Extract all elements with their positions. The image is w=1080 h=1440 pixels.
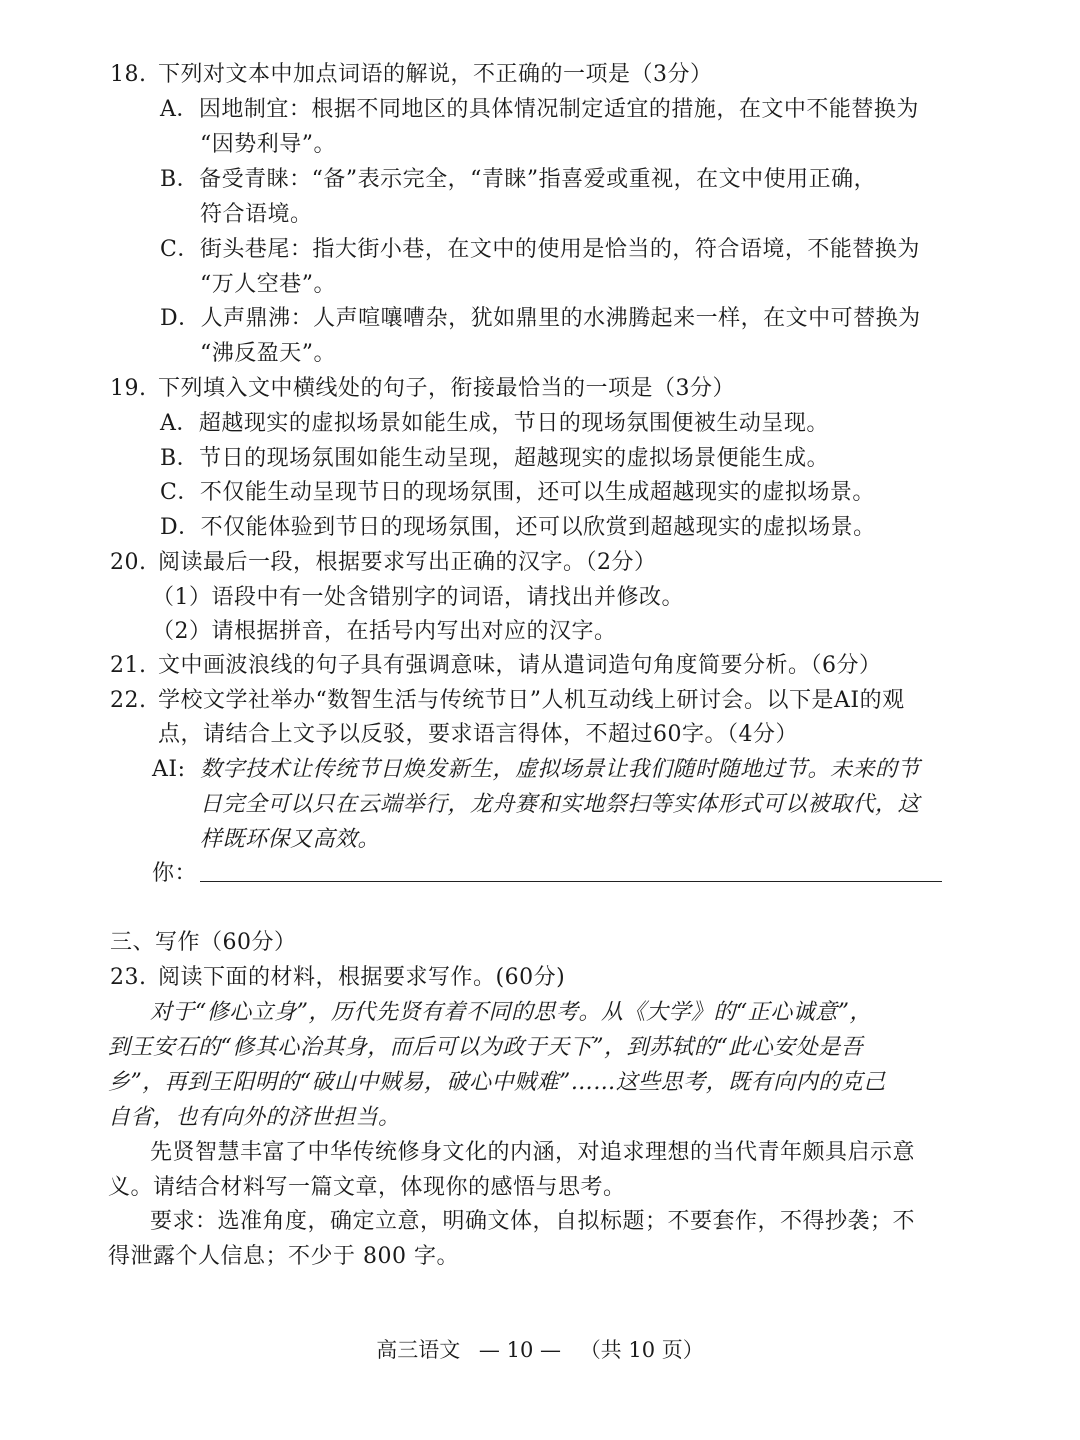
question-19-number: 19. <box>110 376 147 401</box>
ai-statement-line-3: 样既环保又高效。 <box>200 827 381 852</box>
question-20-sub-2: （2）请根据拼音，在括号内写出对应的汉字。 <box>152 619 617 644</box>
question-22-stem-cont: 点，请结合上文予以反驳，要求语言得体，不超过60字。（4分） <box>158 722 798 747</box>
footer-total-pages: （共 10 页） <box>579 1338 704 1362</box>
question-18-option-c-cont: “万人空巷”。 <box>200 272 336 297</box>
question-22-stem: 学校文学社举办“数智生活与传统节日”人机互动线上研讨会。以下是AI的观 <box>158 688 905 713</box>
question-19-option-a: A．超越现实的虚拟场景如能生成，节日的现场氛围便被生动呈现。 <box>160 411 829 436</box>
ai-statement-line-2: 日完全可以只在云端举行，龙舟赛和实地祭扫等实体形式可以被取代，这 <box>200 792 921 817</box>
question-20-sub-1: （1）语段中有一处含错别字的词语，请找出并修改。 <box>152 585 684 610</box>
material-p2-line-1: 先贤智慧丰富了中华传统修身文化的内涵，对追求理想的当代青年颇具启示意 <box>150 1140 916 1165</box>
material-p2-line-2: 义。请结合材料写一篇文章，体现你的感悟与思考。 <box>108 1175 626 1200</box>
question-18-option-d-cont: “沸反盈天”。 <box>200 341 336 366</box>
question-21-number: 21. <box>110 653 147 678</box>
question-23-number: 23. <box>110 965 147 990</box>
question-20-stem: 阅读最后一段，根据要求写出正确的汉字。（2分） <box>158 550 657 575</box>
question-20-number: 20. <box>110 550 147 575</box>
requirements-line-1: 要求：选准角度，确定立意，明确文体，自拟标题；不要套作，不得抄袭；不 <box>150 1209 916 1234</box>
question-23-stem: 阅读下面的材料，根据要求写作。(60分) <box>158 965 566 990</box>
footer-page-number: — 10 — <box>478 1338 561 1362</box>
question-22-number: 22. <box>110 688 147 713</box>
material-p1-line-2: 到王安石的“修其心治其身，而后可以为政于天下”，到苏轼的“此心安处是吾 <box>108 1035 864 1060</box>
question-18-option-a-cont: “因势利导”。 <box>200 132 336 157</box>
ai-statement-line-1: 数字技术让传统节日焕发新生，虚拟场景让我们随时随地过节。未来的节 <box>200 757 921 782</box>
your-answer-label: 你： <box>152 861 198 886</box>
ai-label: AI: <box>152 757 186 782</box>
question-18-option-d: D．人声鼎沸：人声喧嚷嘈杂，犹如鼎里的水沸腾起来一样，在文中可替换为 <box>160 306 921 331</box>
requirements-line-2: 得泄露个人信息；不少于 800 字。 <box>108 1244 459 1269</box>
question-18-option-c: C．街头巷尾：指大街小巷，在文中的使用是恰当的，符合语境，不能替换为 <box>160 237 920 262</box>
question-18-option-b: B．备受青睐：“备”表示完全，“青睐”指喜爱或重视，在文中使用正确， <box>160 167 877 192</box>
question-18-number: 18. <box>110 62 147 87</box>
material-p1-line-1: 对于“修心立身”，历代先贤有着不同的思考。从《大学》的“正心诚意”， <box>150 1000 872 1025</box>
footer-subject: 高三语文 <box>376 1338 461 1362</box>
question-21-stem: 文中画波浪线的句子具有强调意味，请从遣词造句角度简要分析。（6分） <box>158 653 882 678</box>
answer-blank-line[interactable] <box>200 881 942 882</box>
question-18-stem: 下列对文本中加点词语的解说，不正确的一项是（3分） <box>158 62 713 87</box>
question-19-option-b: B．节日的现场氛围如能生动呈现，超越现实的虚拟场景便能生成。 <box>160 446 830 471</box>
question-19-stem: 下列填入文中横线处的句子，衔接最恰当的一项是（3分） <box>158 376 735 401</box>
question-18-option-b-cont: 符合语境。 <box>200 202 313 227</box>
question-19-option-c: C．不仅能生动呈现节日的现场氛围，还可以生成超越现实的虚拟场景。 <box>160 480 875 505</box>
material-p1-line-4: 自省，也有向外的济世担当。 <box>108 1105 401 1130</box>
material-p1-line-3: 乡”，再到王阳明的“破山中贼易，破心中贼难”……这些思考，既有向内的克己 <box>108 1070 886 1095</box>
section-3-title: 三、写作（60分） <box>110 930 297 955</box>
question-19-option-d: D．不仅能体验到节日的现场氛围，还可以欣赏到超越现实的虚拟场景。 <box>160 515 876 540</box>
question-18-option-a: A．因地制宜：根据不同地区的具体情况制定适宜的措施，在文中不能替换为 <box>160 97 919 122</box>
page-footer <box>0 1335 1080 1365</box>
